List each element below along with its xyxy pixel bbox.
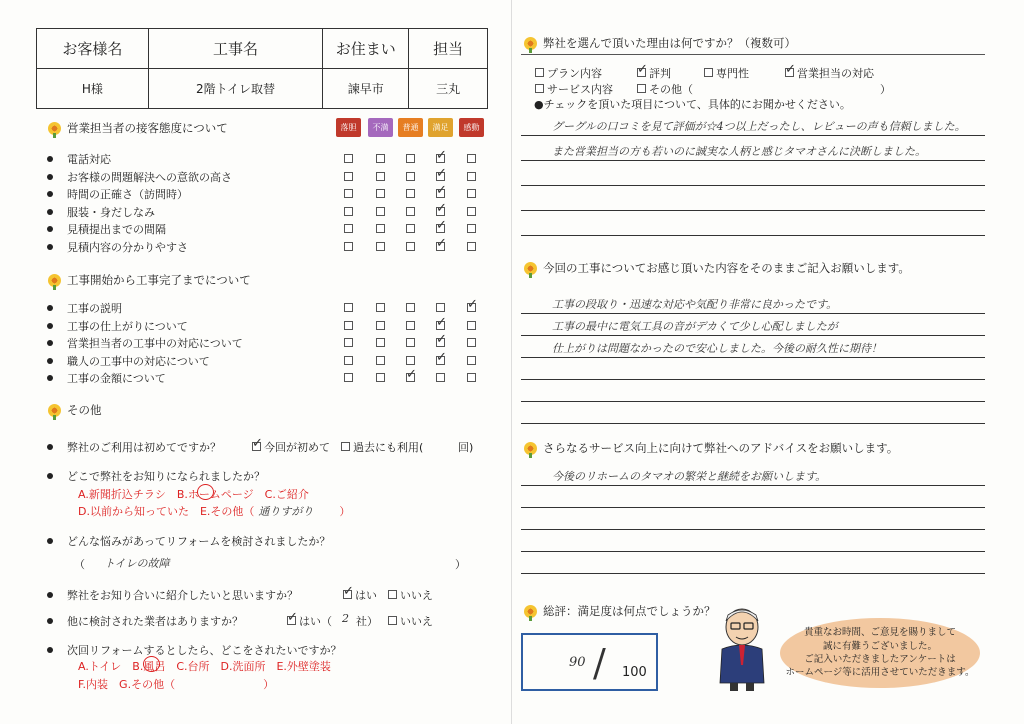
q1-past-label: 過去にも利用(	[353, 441, 424, 454]
rating-checkbox[interactable]	[344, 242, 353, 251]
rating-checkbox[interactable]	[344, 356, 353, 365]
rating-checkbox[interactable]	[467, 242, 476, 251]
bullet-icon	[47, 323, 53, 329]
rating-checkbox[interactable]	[344, 373, 353, 382]
rating-item-row	[47, 318, 188, 334]
handwritten-answer: グーグルの口コミを見て評価が☆4つ以上だったし、レビューの声も信頼しました。	[552, 120, 966, 133]
rating-checkbox[interactable]	[344, 172, 353, 181]
bullet-icon	[47, 647, 53, 653]
bullet-icon	[47, 209, 53, 215]
rating-badge: 不満	[368, 118, 393, 137]
header-staff: 担当	[409, 29, 488, 69]
answer-rule	[521, 379, 985, 380]
check-icon: ✓	[436, 349, 447, 365]
score-box[interactable]	[521, 633, 658, 691]
check-icon: ✓	[436, 165, 447, 181]
handwritten-answer: 工事の段取り・迅速な対応や気配り非常に良かったです。	[552, 298, 838, 311]
rating-checkbox[interactable]	[406, 154, 415, 163]
flower-icon	[524, 442, 537, 455]
rating-item-label: 工事の仕上がりについて	[67, 319, 188, 333]
rating-item-label: 工事の説明	[67, 302, 122, 315]
rating-checkbox[interactable]	[406, 207, 415, 216]
check-icon: ✓	[252, 436, 263, 451]
q6-options-line2: F.内装 G.その他（ ）	[78, 678, 275, 691]
rating-badge: 普通	[398, 118, 423, 137]
handwritten-answer: 工事の最中に電気工具の音がデカくて少し心配しましたが	[552, 320, 838, 333]
q1-past-close: 回)	[458, 441, 474, 454]
rating-checkbox[interactable]	[376, 154, 385, 163]
page-divider	[511, 0, 512, 724]
rating-checkbox[interactable]	[467, 224, 476, 233]
check-icon: ✓	[406, 367, 417, 383]
bullet-icon	[47, 538, 53, 544]
rating-checkbox[interactable]	[406, 356, 415, 365]
bullet-icon	[47, 305, 53, 311]
r3-heading	[524, 440, 898, 456]
answer-rule	[521, 423, 985, 424]
rating-checkbox[interactable]	[467, 356, 476, 365]
q2-line2-text: D.以前から知っていた E.その他（	[78, 505, 255, 518]
q2-text: どこで弊社をお知りになられましたか？	[67, 470, 265, 483]
flower-icon	[48, 274, 61, 287]
q2-options-line1: A.新聞折込チラシ B.ホームページ C.ご紹介	[78, 488, 309, 501]
r1-option-label: サービス内容	[547, 83, 613, 96]
r1-option-checkbox[interactable]	[535, 68, 544, 77]
rating-item-label: 服装・身だしなみ	[67, 205, 155, 219]
answer-rule	[521, 335, 985, 336]
rating-item-label: 工事の金額について	[67, 372, 166, 386]
r1-heading	[524, 35, 796, 51]
rating-checkbox[interactable]	[406, 224, 415, 233]
bullet-icon	[47, 473, 53, 479]
q1-first-label: 今回が初めて	[264, 441, 330, 454]
q2-options-line2	[78, 503, 350, 519]
circle-mark-b	[197, 484, 214, 500]
rating-checkbox[interactable]	[376, 189, 385, 198]
flower-icon	[48, 122, 61, 135]
r1-option-checkbox[interactable]	[704, 68, 713, 77]
r4-title: 総評：満足度は何点でしょうか？	[543, 604, 716, 618]
rating-checkbox[interactable]	[344, 338, 353, 347]
r1-option-label: プラン内容	[547, 67, 602, 80]
answer-rule	[521, 401, 985, 402]
q5-yes-label: はい（	[299, 615, 332, 628]
rating-item-label: 時間の正確さ（訪問時）	[67, 188, 188, 202]
rating-checkbox[interactable]	[467, 189, 476, 198]
bullet-icon	[47, 358, 53, 364]
rating-checkbox[interactable]	[467, 338, 476, 347]
rating-checkbox[interactable]	[467, 172, 476, 181]
rating-checkbox[interactable]	[376, 207, 385, 216]
section3-heading	[48, 402, 102, 418]
rating-item-row	[47, 239, 188, 255]
bullet-icon	[47, 444, 53, 450]
flower-icon	[524, 605, 537, 618]
rating-item-row	[47, 221, 166, 237]
r3-title: さらなるサービス向上に向けて弊社へのアドバイスをお願いします。	[543, 441, 899, 455]
flower-icon	[48, 404, 61, 417]
rating-checkbox[interactable]	[406, 321, 415, 330]
handwritten-answer: また営業担当の方も若いのに誠実な人柄と感じタマオさんに決断しました。	[552, 145, 926, 158]
section2-title: 工事開始から工事完了までについて	[67, 273, 251, 287]
rating-badge: 満足	[428, 118, 453, 137]
r4-heading	[524, 603, 716, 619]
flower-icon	[524, 37, 537, 50]
rating-item-label: 営業担当者の工事中の対応について	[67, 337, 243, 351]
rating-checkbox[interactable]	[376, 321, 385, 330]
bullet-icon	[47, 340, 53, 346]
rating-item-row	[47, 186, 188, 202]
rating-checkbox[interactable]	[376, 303, 385, 312]
check-icon: ✓	[785, 62, 796, 77]
score-max: 100	[622, 665, 647, 680]
thank-you-text: 貴重なお時間、ご意見を賜りまして 誠に有難うございました。 ご記入いただきましたアンケートは ホームページ等に活用させていただきます。	[785, 627, 975, 679]
answer-rule	[521, 485, 985, 486]
handwritten-answer: 仕上がりは問題なかったので安心しました。今後の耐久性に期待！	[552, 342, 882, 355]
rating-item-label: 職人の工事中の対応について	[67, 354, 210, 368]
header-customer: お客様名	[37, 29, 149, 69]
rating-checkbox[interactable]	[344, 189, 353, 198]
q3-handwritten: トイレの故障	[104, 557, 170, 570]
q4-no-checkbox[interactable]	[388, 590, 397, 599]
check-icon: ✓	[436, 236, 447, 251]
r1-option-label: 専門性	[716, 67, 749, 80]
q4-text: 弊社をお知り合いに紹介したいと思いますか？	[67, 589, 298, 602]
rating-checkbox[interactable]	[376, 242, 385, 251]
q4-yes-label: はい	[355, 589, 377, 602]
answer-rule	[521, 135, 985, 136]
check-icon: ✓	[637, 62, 648, 77]
answer-rule	[521, 357, 985, 358]
rating-item-row	[47, 169, 232, 185]
q5-text: 他に検討された業者はありますか？	[67, 615, 243, 628]
rating-checkbox[interactable]	[406, 303, 415, 312]
check-icon: ✓	[436, 148, 447, 163]
rating-checkbox[interactable]	[406, 338, 415, 347]
circle-mark-b	[143, 656, 160, 672]
bullet-icon	[47, 226, 53, 232]
rating-checkbox[interactable]	[376, 172, 385, 181]
rating-checkbox[interactable]	[344, 321, 353, 330]
section1-title: 営業担当者の接客態度について	[67, 121, 228, 135]
answer-rule	[521, 210, 985, 211]
q3-text: どんな悩みがあってリフォームを検討されましたか？	[67, 535, 331, 548]
r1-option-label: 営業担当の対応	[797, 67, 874, 80]
q5-count: 2	[342, 612, 349, 625]
section2-heading	[48, 272, 251, 288]
section1-heading	[48, 120, 228, 136]
score-value: 90	[569, 655, 586, 670]
rating-item-row	[47, 335, 243, 351]
rating-checkbox[interactable]	[467, 154, 476, 163]
answer-rule	[521, 551, 985, 552]
rating-badge: 落胆	[336, 118, 361, 137]
bullet-icon	[47, 156, 53, 162]
answer-rule	[521, 185, 985, 186]
rating-item-label: 見積内容の分かりやすさ	[67, 241, 188, 254]
q3-row	[47, 533, 330, 549]
r2-title: 今回の工事についてお感じ頂いた内容をそのままご記入お願いします。	[543, 261, 910, 275]
check-icon: ✓	[436, 183, 447, 199]
q5-no-label: いいえ	[400, 615, 433, 628]
bullet-icon	[47, 244, 53, 250]
r1-option-checkbox[interactable]	[535, 84, 544, 93]
rating-checkbox[interactable]	[467, 321, 476, 330]
q5-row	[47, 613, 243, 629]
mascot-icon	[712, 605, 772, 693]
rating-item-label: 見積提出までの間隔	[67, 223, 166, 237]
rating-item-label: 電話対応	[67, 153, 111, 166]
q6-options-line1: A.トイレ B.風呂 C.台所 D.洗面所 E.外壁塗装	[78, 660, 331, 673]
bullet-icon	[47, 191, 53, 197]
rating-checkbox[interactable]	[406, 189, 415, 198]
r1-option-label: その他（	[649, 83, 693, 96]
value-project: 2階トイレ取替	[148, 69, 323, 109]
rating-checkbox[interactable]	[436, 373, 445, 382]
value-customer: H様	[37, 69, 149, 109]
rating-checkbox[interactable]	[344, 224, 353, 233]
q1-text: 弊社のご利用は初めてですか？	[67, 441, 221, 454]
rating-item-row	[47, 300, 122, 316]
q3-open: （	[74, 558, 85, 571]
rating-item-row	[47, 370, 166, 386]
answer-rule	[521, 160, 985, 161]
bullet-icon	[47, 375, 53, 381]
q3-close: ）	[455, 558, 466, 571]
value-residence: 諫早市	[323, 69, 409, 109]
header-project: 工事名	[148, 29, 323, 69]
bullet-icon	[47, 618, 53, 624]
bullet-icon	[47, 592, 53, 598]
header-residence: お住まい	[323, 29, 409, 69]
r1-title: 弊社を選んで頂いた理由は何ですか？（複数可）	[543, 36, 796, 50]
rating-checkbox[interactable]	[406, 172, 415, 181]
rating-checkbox[interactable]	[344, 303, 353, 312]
rating-checkbox[interactable]	[406, 242, 415, 251]
r1-option-close: ）	[880, 83, 891, 96]
r1-option-checkbox[interactable]	[637, 84, 646, 93]
section3-title: その他	[67, 403, 102, 417]
q5-unit: 社）	[356, 615, 378, 628]
answer-rule	[521, 235, 985, 236]
r1-option-label: 評判	[649, 67, 671, 80]
q4-no-label: いいえ	[400, 589, 433, 602]
q5-no-checkbox[interactable]	[388, 616, 397, 625]
value-staff: 三丸	[409, 69, 488, 109]
q2-handwritten: 通りすがり	[258, 505, 314, 518]
q4-row	[47, 587, 298, 603]
answer-rule	[521, 507, 985, 508]
thank-you-bubble	[780, 618, 980, 688]
rating-checkbox[interactable]	[436, 303, 445, 312]
q6-row	[47, 642, 341, 658]
check-icon: ✓	[436, 314, 447, 330]
q1-row	[47, 439, 221, 455]
r1-note: ●チェックを頂いた項目について、具体的にお聞かせください。	[534, 98, 851, 111]
bullet-icon	[47, 174, 53, 180]
answer-rule	[521, 529, 985, 530]
check-icon: ✓	[287, 610, 298, 625]
rating-item-row	[47, 353, 210, 369]
rating-item-label: お客様の問題解決への意欲の高さ	[67, 170, 232, 184]
q2-line2-close: ）	[339, 505, 351, 518]
rating-checkbox[interactable]	[376, 356, 385, 365]
check-icon: ✓	[436, 332, 447, 348]
handwritten-answer: 今後のリホームのタマオの繁栄と継続をお願いします。	[552, 470, 827, 483]
q6-text: 次回リフォームするとしたら、どこをされたいですか？	[67, 644, 342, 657]
check-icon: ✓	[467, 297, 478, 312]
q1-past-checkbox[interactable]	[341, 442, 350, 451]
rating-badge: 感動	[459, 118, 484, 137]
rating-checkbox[interactable]	[376, 373, 385, 382]
check-icon: ✓	[436, 200, 447, 216]
rating-item-row	[47, 151, 111, 167]
rating-checkbox[interactable]	[376, 224, 385, 233]
r1-rule	[521, 54, 985, 55]
rating-checkbox[interactable]	[467, 207, 476, 216]
q2-row	[47, 468, 265, 484]
check-icon: ✓	[436, 218, 447, 234]
answer-rule	[521, 313, 985, 314]
flower-icon	[524, 262, 537, 275]
r2-heading	[524, 260, 910, 276]
rating-checkbox[interactable]	[344, 207, 353, 216]
rating-checkbox[interactable]	[376, 338, 385, 347]
rating-item-row	[47, 204, 155, 220]
answer-rule	[521, 573, 985, 574]
score-slash: /	[593, 641, 606, 685]
rating-checkbox[interactable]	[344, 154, 353, 163]
check-icon: ✓	[343, 584, 354, 599]
rating-checkbox[interactable]	[467, 373, 476, 382]
customer-info-table	[36, 28, 488, 109]
